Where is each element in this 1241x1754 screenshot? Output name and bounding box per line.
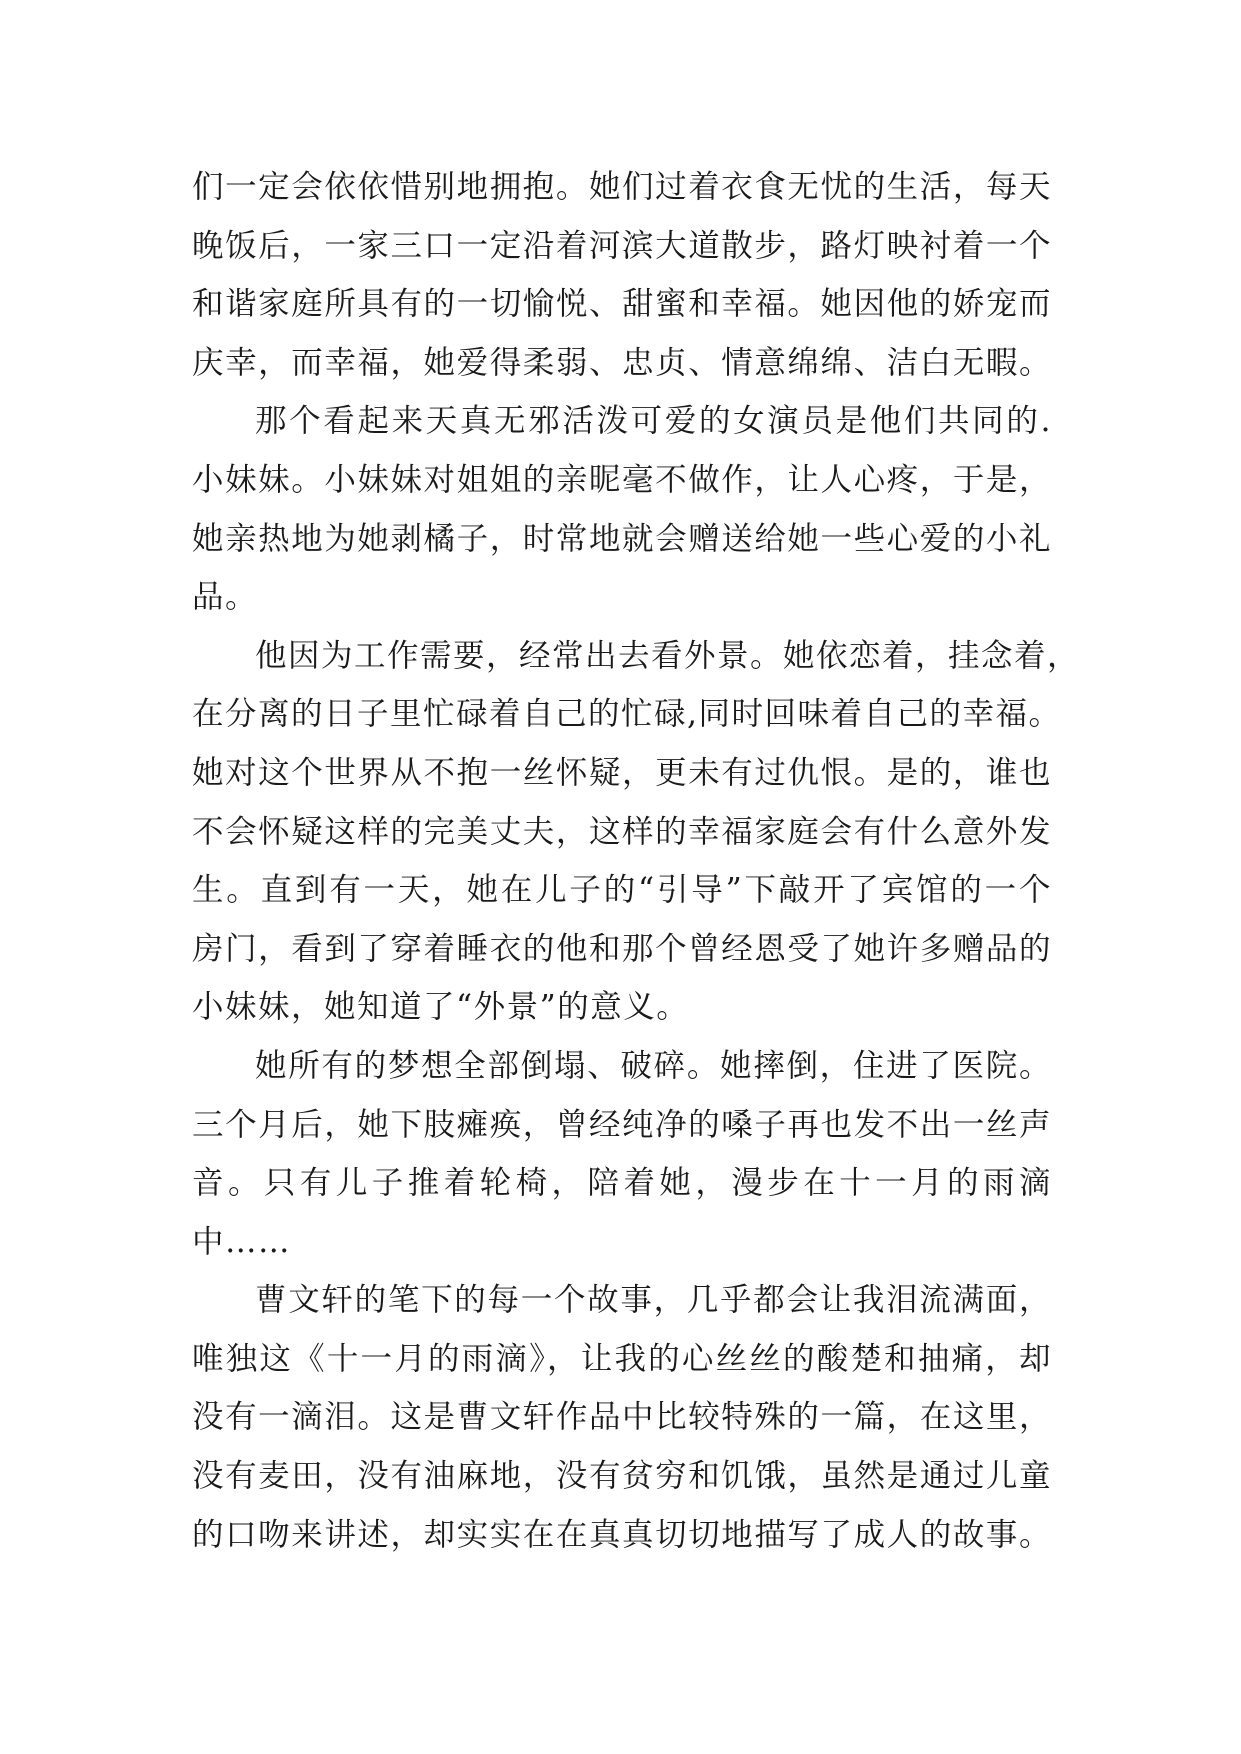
text-line: 没有一滴泪。这是曹文轩作品中比较特殊的一篇，在这里，	[192, 1399, 1052, 1436]
text-line: 她所有的梦想全部倒塌、破碎。她摔倒，住进了医院。	[255, 1047, 1052, 1084]
text-line: 小妹妹。小妹妹对姐姐的亲昵毫不做作，让人心疼，于是，	[192, 461, 1052, 498]
text-line: 不会怀疑这样的完美丈夫，这样的幸福家庭会有什么意外发	[192, 813, 1052, 850]
text-line: 在分离的日子里忙碌着自己的忙碌,同时回味着自己的幸福。	[192, 696, 1062, 733]
text-line: 庆幸，而幸福，她爱得柔弱、忠贞、情意绵绵、洁白无暇。	[192, 344, 1052, 381]
text-line: 那个看起来天真无邪活泼可爱的女演员是他们共同的.	[255, 403, 1052, 440]
text-line: 她亲热地为她剥橘子，时常地就会赠送给她一些心爱的小礼	[192, 520, 1052, 557]
text-line: 房门，看到了穿着睡衣的他和那个曾经恩受了她许多赠品的	[192, 930, 1052, 967]
text-line: 的口吻来讲述，却实实在在真真切切地描写了成人的故事。	[192, 1516, 1052, 1553]
text-line: 她对这个世界从不抱一丝怀疑，更未有过仇恨。是的，谁也	[192, 754, 1052, 791]
text-line: 中……	[192, 1223, 292, 1260]
text-line: 没有麦田，没有油麻地，没有贫穷和饥饿，虽然是通过儿童	[192, 1458, 1052, 1495]
text-line: 曹文轩的笔下的每一个故事，几乎都会让我泪流满面，	[255, 1282, 1052, 1319]
text-line: 音。只有儿子推着轮椅，陪着她，漫步在十一月的雨滴	[192, 1165, 1052, 1202]
text-line: 生。直到有一天，她在儿子的“引导”下敲开了宾馆的一个	[192, 872, 1052, 909]
text-line: 他因为工作需要，经常出去看外景。她依恋着，挂念着，	[255, 637, 1081, 674]
text-line: 唯独这《十一月的雨滴》，让我的心丝丝的酸楚和抽痛，却	[192, 1340, 1052, 1377]
text-line: 品。	[192, 579, 259, 616]
text-line: 三个月后，她下肢瘫痪，曾经纯净的嗓子再也发不出一丝声	[192, 1106, 1052, 1143]
text-line: 和谐家庭所具有的一切愉悦、甜蜜和幸福。她因他的娇宠而	[192, 286, 1052, 323]
text-line: 晚饭后，一家三口一定沿着河滨大道散步，路灯映衬着一个	[192, 227, 1052, 264]
body-text	[192, 158, 1081, 1564]
text-line: 小妹妹，她知道了“外景”的意义。	[192, 989, 690, 1026]
text-line: 们一定会依依惜别地拥抱。她们过着衣食无忧的生活，每天	[192, 169, 1052, 205]
